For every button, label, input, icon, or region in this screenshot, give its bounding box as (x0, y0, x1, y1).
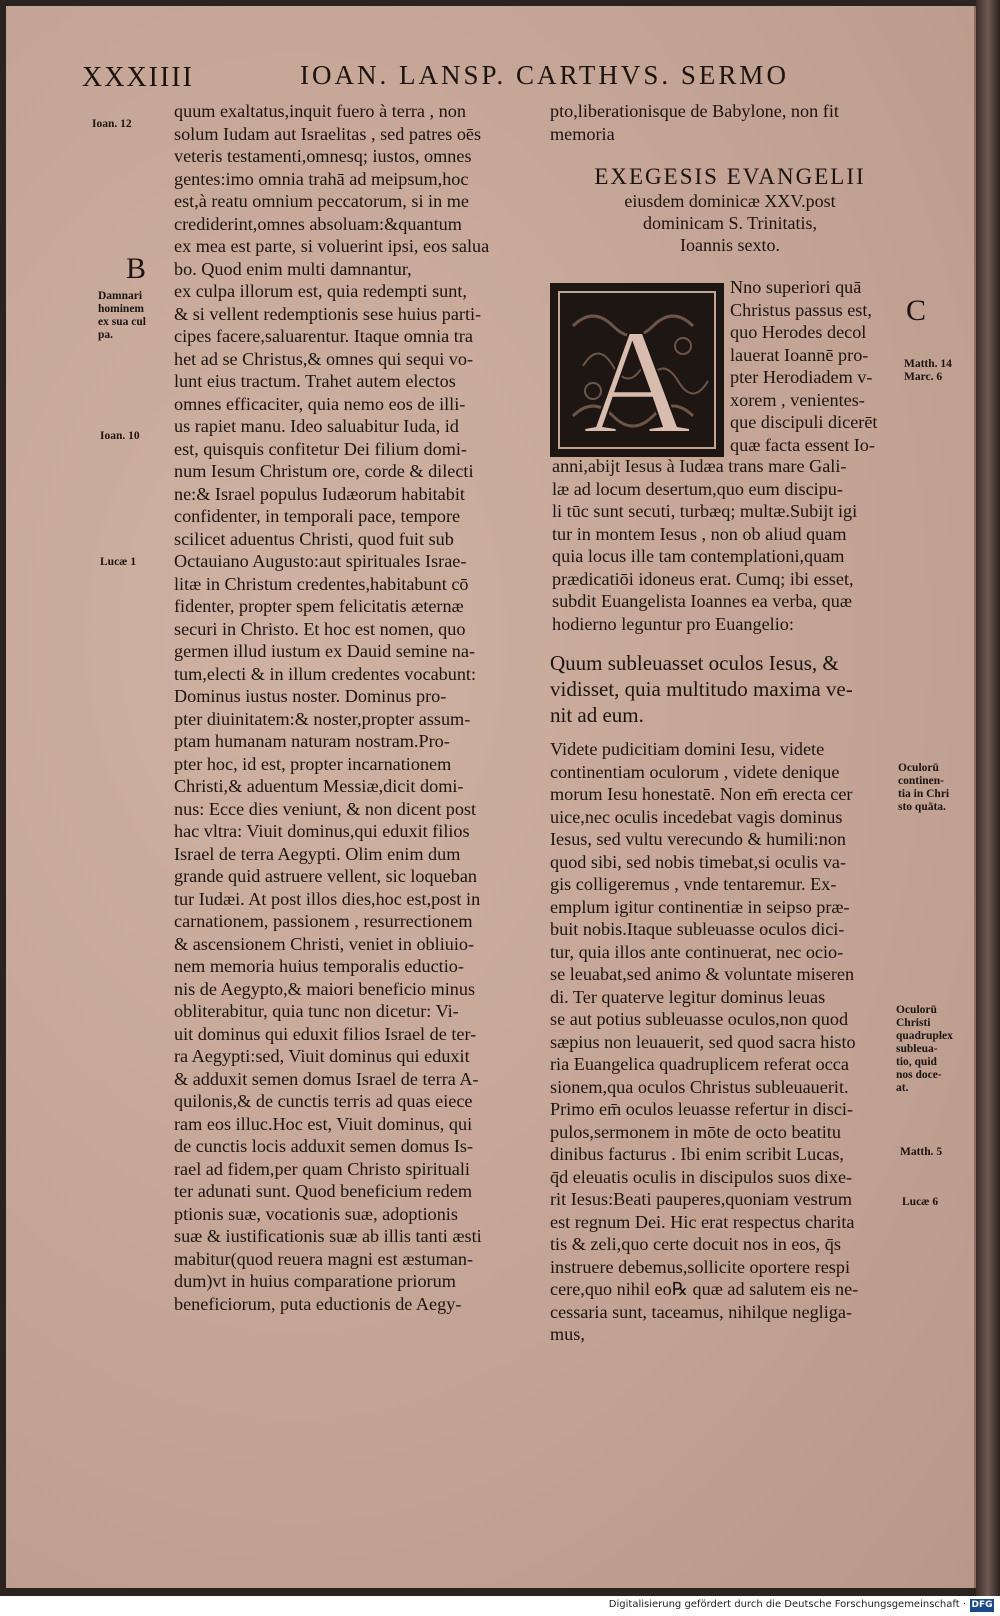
text-line: omnes efficaciter, quia nemo eos de illi- (174, 393, 466, 414)
text-line: solum Iudam aut Israelitas , sed patres oēs (174, 123, 482, 144)
text-line: gentes:imo omnia trahā ad meipsum,hoc (174, 168, 469, 189)
text-beside-initial (730, 276, 910, 456)
text-line: ra Aegypti:sed, Viuit dominus qui eduxit (174, 1046, 470, 1066)
text-line: sionem,qua oculos Christus subleuauerit. (550, 1076, 849, 1097)
text-line: num Iesum Christum ore, corde & dilecti (174, 461, 474, 481)
text-line: li tūc sunt secuti, turbæq; multæ.Subijt igi (552, 501, 858, 521)
text-line: lunt eius tractum. Trahet autem electos (174, 371, 456, 391)
text-line: continentiam oculorum , videte denique (550, 761, 840, 782)
text-line: tis & zeli,quo certe docuit nos in eos, q̄s (550, 1234, 841, 1254)
text-line: beneficiorum, puta eductionis de Aegy- (174, 1293, 462, 1314)
right-column-main (550, 738, 895, 1346)
text-line: instruere debemus,sollicite oportere respi (550, 1256, 850, 1277)
text-line: litæ in Christum credentes,habitabunt cō (174, 573, 469, 594)
text-line: obliterabitur, quia tunc non dicetur: Vi- (174, 1001, 459, 1021)
text-line: que discipuli dicerēt (730, 412, 878, 432)
text-line: Primo em̄ oculos leuasse refertur in disci- (550, 1099, 854, 1119)
text-line: ter adunati sunt. Quod beneficium redem (174, 1181, 472, 1201)
text-line: buit nobis.Itaque subleuasse oculos dici- (550, 919, 845, 939)
text-line: de cunctis locis adduxit semen domus Is- (174, 1136, 474, 1156)
digitization-credit: Digitalisierung gefördert durch die Deutsche Forschungsgemeinschaft · (608, 1599, 966, 1610)
left-column (174, 100, 524, 1315)
text-line: pter diuinitatem:& noster,propter assum- (174, 708, 471, 729)
text-line: pter hoc, id est, propter incarnationem (174, 753, 452, 774)
text-line: Christi,& aduentum Messiæ,dicit domi- (174, 776, 464, 796)
text-line: morum Iesu honestatē. Non em̄ erecta cer (550, 784, 853, 804)
text-line: tur, quia illos ante continuerat, nec ocio- (550, 941, 844, 962)
rubric-line: vidisset, quia multitudo maxima ve- (550, 677, 853, 701)
text-line: dum)vt in huius comparatione priorum (174, 1271, 456, 1291)
text-line: bo. Quod enim multi damnantur, (174, 258, 412, 279)
text-line: cere,quo nihil eo℞ quæ ad salutem eis ne- (550, 1279, 859, 1299)
text-line: cessaria sunt, taceamus, nihilque negliga- (550, 1301, 853, 1322)
text-line: quod sibi, sed nobis timebat,si oculis va- (550, 851, 847, 872)
text-line: est regnum Dei. Hic erat respectus charita (550, 1211, 855, 1232)
text-line: lauerat Ioannē pro- (730, 344, 869, 365)
text-line: q̄d eleuatis oculis in discipulos suos dixe- (550, 1166, 853, 1187)
text-line: prædicatiōi idoneus erat. Cumq; ibi esset, (552, 568, 854, 589)
text-line: carnationem, passionem , resurrectionem (174, 911, 473, 931)
text-line: ptam humanam naturam nostram.Pro- (174, 731, 450, 751)
exegesis-line: dominicam S. Trinitatis, (642, 213, 818, 233)
margin-note-matth-marc: Matth. 14 Marc. 6 (904, 358, 952, 383)
text-line: Nno superiori quā (730, 277, 862, 297)
running-head: IOAN. LANSP. CARTHVS. SERMO (300, 60, 789, 90)
text-line: se aut potius subleuasse oculos,non quod (550, 1009, 849, 1029)
text-line: ex mea est parte, si voluerint ipsi, eos salua (174, 236, 490, 256)
text-line: veteris testamenti,omnesq; iustos, omnes (174, 146, 472, 166)
text-line: hodierno leguntur pro Euangelio: (552, 613, 794, 634)
text-line: nus: Ecce dies veniunt, & non dicent post (174, 798, 477, 819)
text-line: tur Iudæi. At post illos dies,hoc est,post in (174, 888, 481, 909)
text-line: confidenter, in temporali pace, tempore (174, 506, 461, 526)
text-line: fidenter, propter spem felicitatis æternæ (174, 596, 464, 616)
text-line: uice,nec oculis incedebat vagis dominus (550, 806, 843, 827)
text-line: germen illud iustum ex Dauid semine na- (174, 641, 476, 661)
text-line: ex culpa illorum est, quia redempti sunt, (174, 281, 467, 301)
exegesis-line: Ioannis sexto. (680, 235, 780, 255)
text-line: tum,electi & in illum credentes vocabunt: (174, 663, 477, 684)
text-line: nis de Aegypto,& maiori beneficio minus (174, 978, 476, 999)
text-line: securi in Christo. Et hoc est nomen, quo (174, 618, 466, 639)
text-line: & si vellent redemptionis sese huius parti- (174, 303, 482, 324)
text-line: Videte pudicitiam domini Iesu, videte (550, 739, 825, 759)
decorated-initial (550, 283, 724, 457)
text-line: est,à reatu omnium peccatorum, si in me (174, 191, 469, 211)
text-line: quæ facta essent Io- (730, 434, 875, 455)
text-line: & adduxit semen domus Israel de terra A- (174, 1068, 479, 1089)
text-line: scilicet aduentus Christi, quod fuit sub (174, 528, 454, 549)
text-line: Israel de terra Aegypti. Olim enim dum (174, 843, 461, 864)
text-line: sæpius non leuauerit, sed quod sacra histo (550, 1031, 856, 1052)
text-line: Dominus iustus noster. Dominus pro- (174, 686, 447, 706)
text-line: emplum igitur continentiæ in seipso præ- (550, 896, 850, 917)
text-line: tur in montem Iesus , non ob aliud quam (552, 523, 847, 544)
rubric-line: Quum subleuasset oculos Iesus, & (550, 651, 839, 675)
text-line: di. Ter quaterve legitur dominus leuas (550, 986, 826, 1007)
exegesis-line: eiusdem dominicæ XXV.post (624, 191, 836, 211)
text-line: mabitur(quod reuera magni est æstuman- (174, 1248, 474, 1269)
margin-note-ioan10: Ioan. 10 (100, 430, 140, 442)
text-line: rael ad fidem,per quam Christo spirituali (174, 1158, 470, 1179)
text-line: memoria (550, 123, 615, 144)
text-line: cipes facere,saluarentur. Itaque omnia tra (174, 326, 473, 346)
right-column-top (550, 100, 895, 145)
text-line: quilonis,& de cunctis terris ad quas eiece (174, 1091, 473, 1111)
text-line: se leuabat,sed animo & voluntate miseren (550, 964, 855, 984)
text-line: quia locus ille tam contemplationi,quam (552, 546, 845, 566)
margin-note-oculorum-quadruplex: Oculorū Christi quadruplex subleua- tio, quid nos doce- at. (896, 1004, 953, 1094)
text-line: hac vltra: Viuit dominus,qui eduxit filios (174, 821, 470, 841)
text-line: us rapiet manu. Ideo saluabitur Iuda, id (174, 416, 459, 436)
text-line: grande quid astruere vellent, sic loqueban (174, 866, 478, 886)
text-line: rit Iesus:Beati pauperes,quoniam vestrum (550, 1189, 853, 1209)
text-line: pto,liberationisque de Babylone, non fit (550, 101, 839, 121)
margin-note-lucae1: Lucæ 1 (100, 556, 137, 568)
text-line: ptionis suæ, vocationis suæ, adoptionis (174, 1203, 458, 1224)
text-line: ne:& Israel populus Iudæorum habitabit (174, 483, 465, 504)
text-line: uit dominus qui eduxit filios Israel de ter- (174, 1023, 477, 1044)
text-line: het ad se Christus,& omnes qui sequi vo- (174, 348, 474, 369)
text-line: quum exaltatus,inquit fuero à terra , non (174, 101, 466, 121)
gospel-rubric (550, 650, 895, 728)
text-below-initial (552, 455, 897, 635)
text-line: quo Herodes decol (730, 322, 867, 342)
text-line: nem memoria huius temporalis eductio- (174, 956, 464, 976)
exegesis-title: EXEGESIS EVANGELII (594, 164, 866, 189)
rubric-line: nit ad eum. (550, 703, 644, 727)
text-line: Octauiano Augusto:aut spirituales Israe- (174, 551, 467, 571)
text-line: anni,abijt Iesus à Iudæa trans mare Gali- (552, 456, 847, 476)
dfg-logo: DFG (971, 1600, 993, 1610)
section-letter-c: C (906, 294, 927, 327)
drop-cap-letter: A (582, 299, 692, 454)
margin-note-oculorum-continentia: Oculorū continen- tia in Chri sto quāta. (898, 762, 950, 813)
text-line: crediderint,omnes absoluam:&quantum (174, 213, 462, 234)
text-line: pulos,sermonem in mōte de octo beatitu (550, 1121, 841, 1142)
text-line: xorem , venientes- (730, 389, 865, 410)
text-line: gis colligeremus , vnde tentaremur. Ex- (550, 874, 837, 894)
text-line: mus, (550, 1324, 585, 1344)
margin-note-ioan12: Ioan. 12 (92, 118, 132, 130)
text-line: dinibus facturus . Ibi enim scribit Lucas, (550, 1144, 844, 1164)
text-line: pter Herodiadem v- (730, 367, 873, 387)
folio-number: XXXIIII (82, 62, 194, 93)
text-line: ria Euangelica quadruplicem referat occa (550, 1054, 849, 1074)
exegesis-heading (560, 164, 900, 256)
section-letter-b: B (126, 252, 147, 285)
text-line: & ascensionem Christi, veniet in obliuio- (174, 933, 475, 954)
text-line: subdit Euangelista Ioannes ea verba, quæ (552, 591, 853, 611)
text-line: Iesus, sed vultu verecundo & humili:non (550, 829, 847, 849)
text-line: læ ad locum desertum,quo eum discipu- (552, 478, 843, 499)
margin-note-damnari: Damnari hominem ex sua cul pa. (98, 290, 146, 341)
text-line: Christus passus est, (730, 299, 872, 320)
margin-note-lucae6: Lucæ 6 (902, 1196, 939, 1208)
text-line: est, quisquis confitetur Dei filium domi- (174, 438, 467, 459)
text-line: suæ & iustificationis suæ ab illis tanti æsti (174, 1226, 482, 1246)
margin-note-matth5: Matth. 5 (900, 1146, 943, 1158)
text-line: ram eos illuc.Hoc est, Viuit dominus, qui (174, 1113, 473, 1134)
book-binding-edge (976, 0, 1000, 1600)
